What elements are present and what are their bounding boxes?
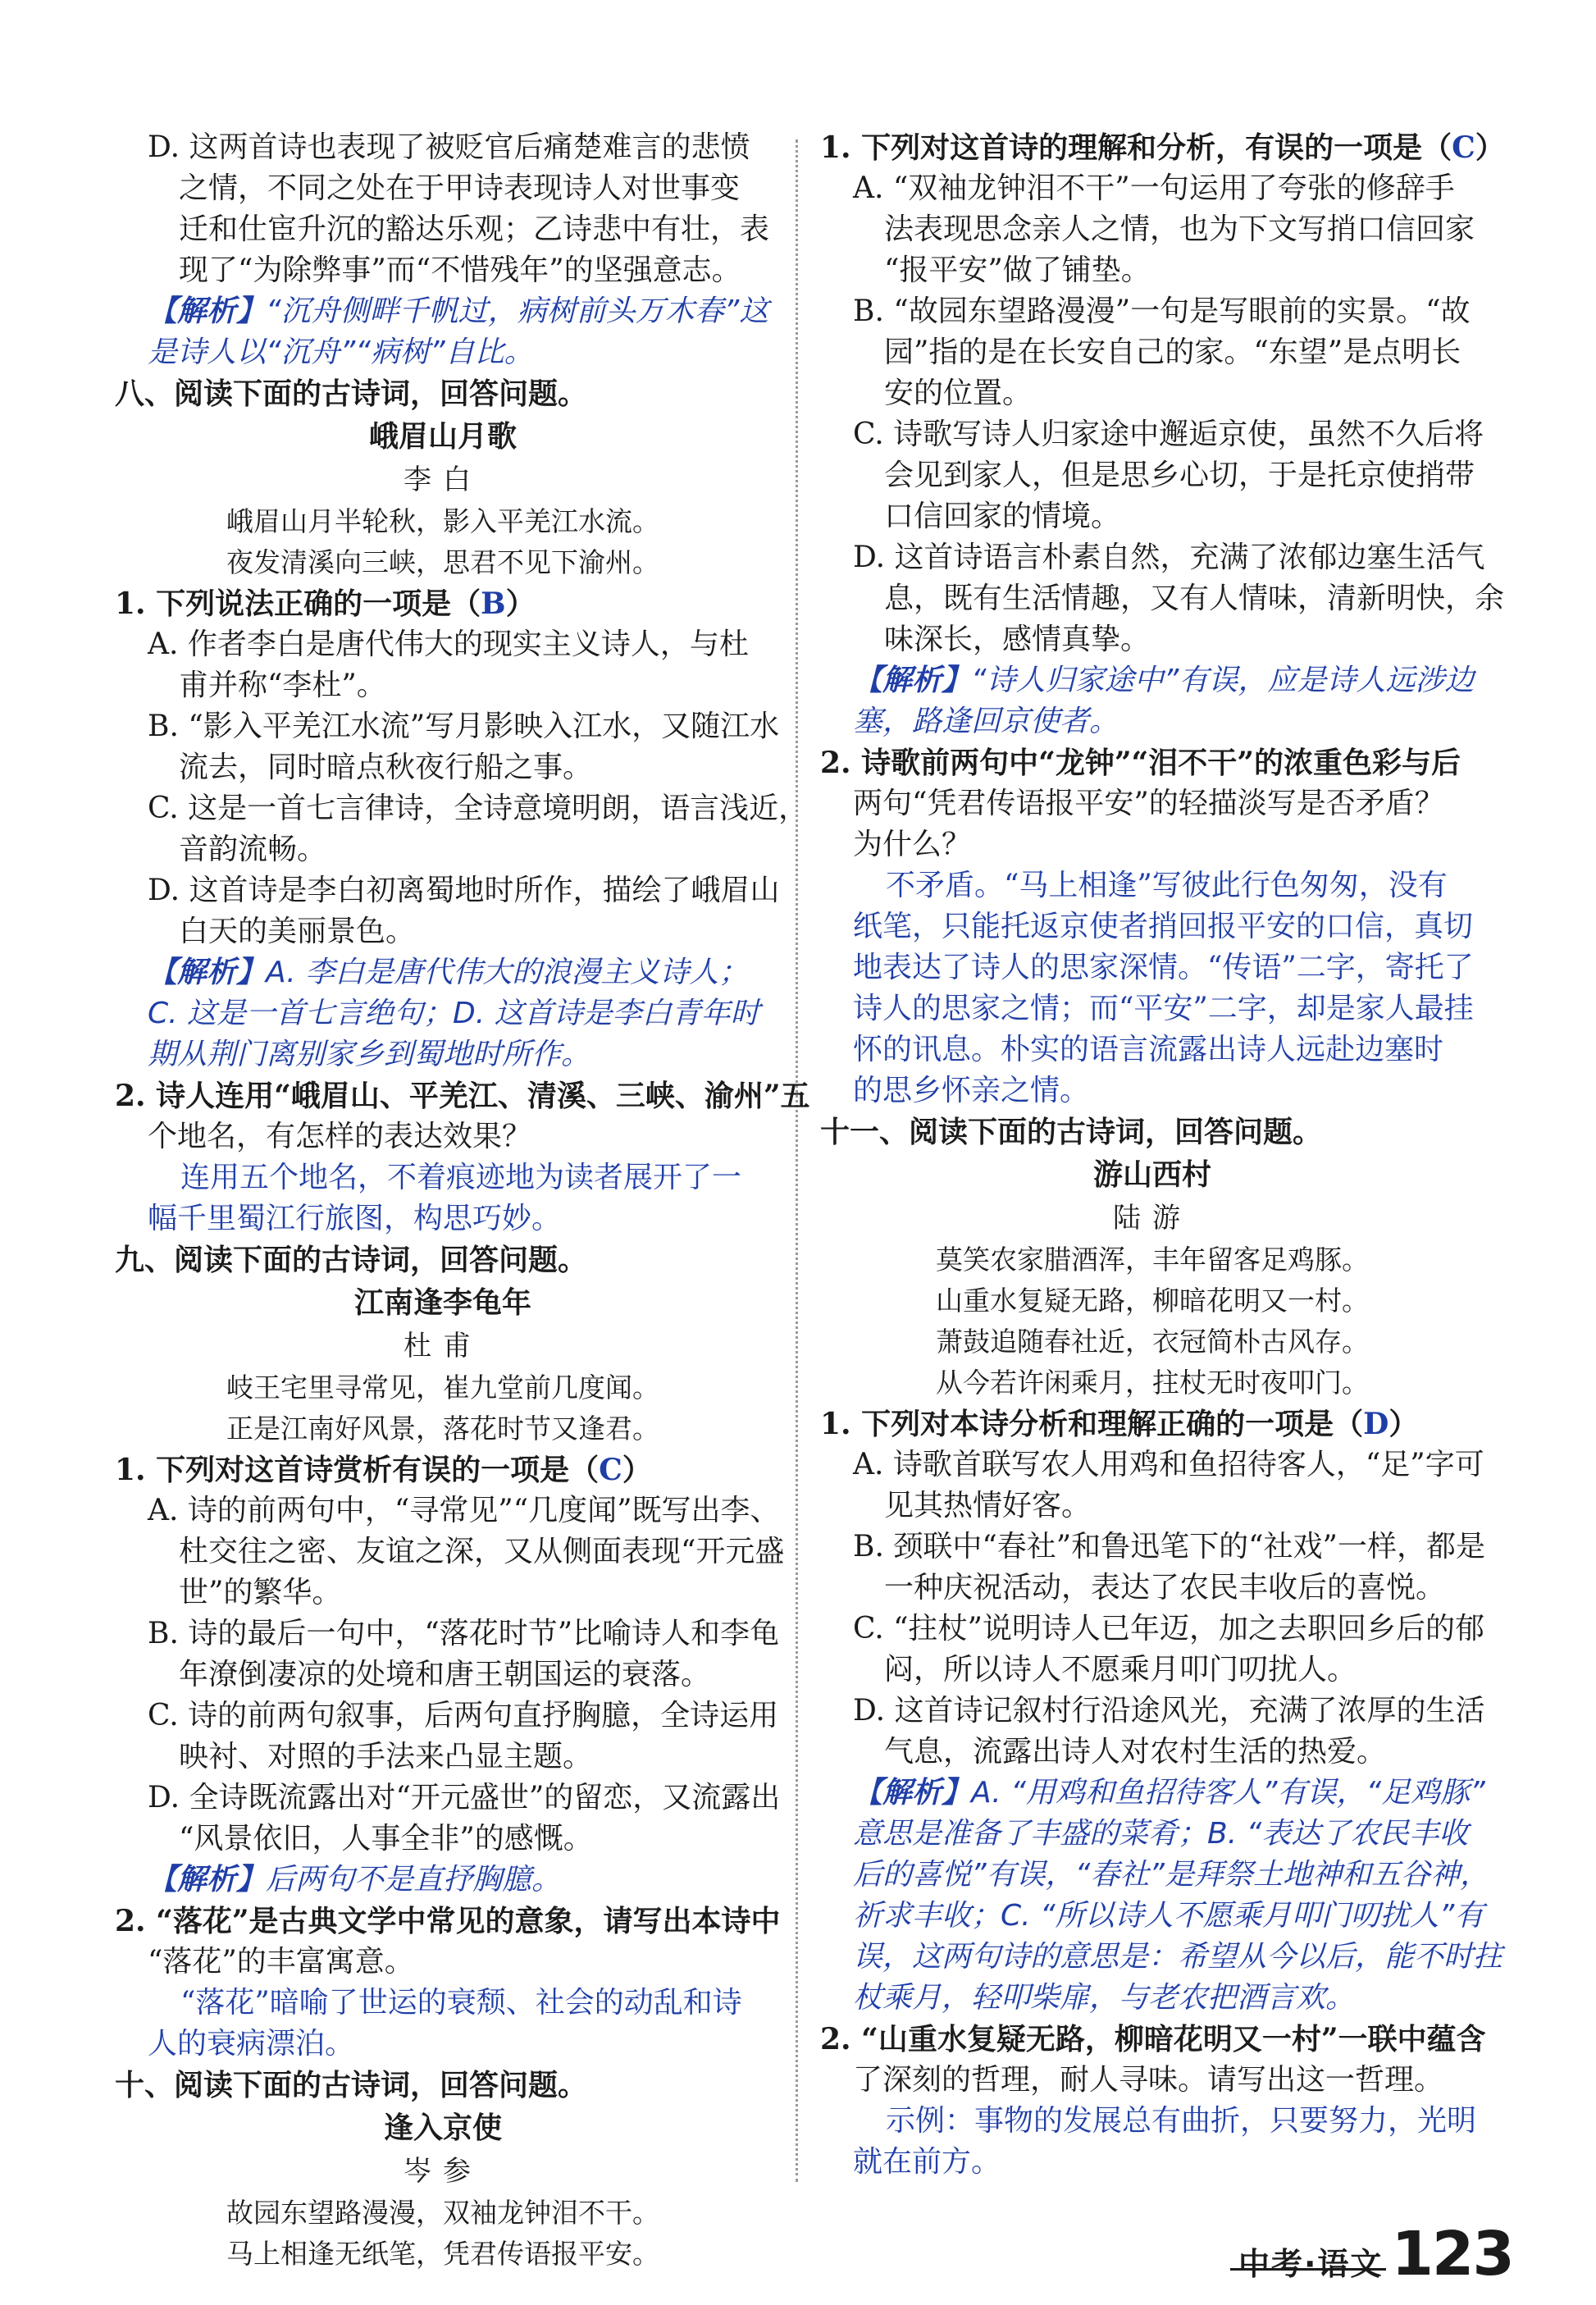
footer-rule xyxy=(1230,2268,1386,2271)
analysis-line: 误，这两句诗的意思是：希望从今以后，能不时拄 xyxy=(853,1940,1503,1974)
option-line: D. 全诗既流露出对“开元盛世”的留恋，又流露出 xyxy=(148,1781,781,1814)
option-line: 见其热情好客。 xyxy=(884,1489,1092,1522)
option-line: 一种庆祝活动，表达了农民丰收后的喜悦。 xyxy=(884,1571,1446,1604)
section-heading-9: 九、阅读下面的古诗词，回答问题。 xyxy=(115,1244,588,1277)
answer-choice: B xyxy=(481,587,506,621)
page-footer xyxy=(1238,2219,1513,2289)
answer-choice: D xyxy=(1363,1407,1389,1441)
question-10-2: 2. 诗歌前两句中“龙钟”“泪不干”的浓重色彩与后 xyxy=(820,746,1461,780)
answer-choice: C xyxy=(599,1453,622,1487)
option-line: D. 这两首诗也表现了被贬官后痛楚难言的悲愤 xyxy=(148,130,750,164)
answer-line: 就在前方。 xyxy=(853,2145,1001,2179)
option-line: 气息，流露出诗人对农村生活的热爱。 xyxy=(884,1735,1387,1769)
footer-label: 中考·语文 xyxy=(1238,2246,1384,2282)
poem-author: 陆游 xyxy=(1113,1202,1192,1235)
poem-verse: 莫笑农家腊酒浑，丰年留客足鸡豚。 xyxy=(936,1244,1369,1276)
analysis-line: 塞，路逢回京使者。 xyxy=(853,705,1119,738)
poem-verse: 岐王宅里寻常见，崔九堂前几度闻。 xyxy=(226,1372,659,1404)
poem-title: 峨眉山月歌 xyxy=(368,420,517,454)
analysis-tag: 【解析】 xyxy=(853,1776,972,1810)
option-line: D. 这首诗记叙村行沿途风光，充满了浓厚的生活 xyxy=(853,1694,1485,1728)
analysis-tag: 【解析】 xyxy=(148,1863,267,1896)
analysis-line: 杖乘月，轻叩柴扉，与老农把酒言欢。 xyxy=(853,1981,1356,2015)
answer-line: 人的衰病漂泊。 xyxy=(148,2027,355,2061)
poem-verse: 夜发清溪向三峡，思君不见下渝州。 xyxy=(226,546,659,578)
answer-line: 不矛盾。“马上相逢”写彼此行色匆匆，没有 xyxy=(886,869,1448,902)
poem-author: 岑参 xyxy=(404,2155,482,2188)
option-line: 音韵流畅。 xyxy=(179,833,327,866)
option-line: 口信回家的情境。 xyxy=(884,500,1121,533)
option-line: C. “拄杖”说明诗人已年迈，加之去职回乡后的郁 xyxy=(853,1612,1484,1645)
option-line: A. 诗的前两句中，“寻常见”“几度闻”既写出李、 xyxy=(148,1494,780,1527)
poem-verse: 马上相逢无纸笔，凭君传语报平安。 xyxy=(226,2238,659,2270)
option-line: A. 作者李白是唐代伟大的现实主义诗人，与杜 xyxy=(148,628,749,661)
analysis-line: 是诗人以“沉舟”“病树”自比。 xyxy=(148,335,534,369)
option-line: 年潦倒凄凉的处境和唐王朝国运的衰落。 xyxy=(179,1658,711,1691)
analysis-line: 【解析】A. 李白是唐代伟大的浪漫主义诗人； xyxy=(148,956,749,989)
option-line: D. 这首诗是李白初离蜀地时所作，描绘了峨眉山 xyxy=(148,874,780,907)
option-line: 甫并称“李杜”。 xyxy=(179,669,386,702)
question-line: 为什么？ xyxy=(853,828,972,861)
answer-line: “落花”暗喻了世运的衰颓、社会的动乱和诗 xyxy=(180,1986,742,2020)
question-line: “落花”的丰富寓意。 xyxy=(148,1945,414,1979)
analysis-line: C. 这是一首七言绝句；D. 这首诗是李白青年时 xyxy=(148,997,760,1030)
question-9-2: 2. “落花”是古典文学中常见的意象，请写出本诗中 xyxy=(115,1904,781,1938)
question-line: 了深刻的哲理，耐人寻味。请写出这一哲理。 xyxy=(853,2063,1444,2097)
option-line: “报平安”做了铺垫。 xyxy=(884,253,1151,287)
page-number: 123 xyxy=(1391,2219,1513,2289)
option-line: 法表现思念亲人之情，也为下文写捎口信回家 xyxy=(884,212,1475,246)
analysis-line: 后的喜悦”有误，“春社”是拜祭土地神和五谷神， xyxy=(853,1858,1489,1892)
analysis-tag: 【解析】 xyxy=(148,956,267,989)
option-line: 安的位置。 xyxy=(884,377,1033,410)
option-line: B. 诗的最后一句中，“落花时节”比喻诗人和李龟 xyxy=(148,1617,780,1650)
question-11-1: 1. 下列对本诗分析和理解正确的一项是（D） xyxy=(820,1407,1419,1441)
option-line: 迁和仕宦升沉的豁达乐观；乙诗悲中有壮，表 xyxy=(179,212,770,246)
option-line: C. 这是一首七言律诗，全诗意境明朗，语言浅近， xyxy=(148,792,809,825)
question-line: 两句“凭君传语报平安”的轻描淡写是否矛盾？ xyxy=(853,787,1444,820)
answer-line: 纸笔，只能托返京使者捎回报平安的口信，真切 xyxy=(853,910,1474,943)
poem-verse: 从今若许闲乘月，拄杖无时夜叩门。 xyxy=(936,1367,1369,1399)
question-8-2: 2. 诗人连用“峨眉山、平羌江、清溪、三峡、渝州”五 xyxy=(115,1079,810,1113)
analysis-line: 期从荆门离别家乡到蜀地时所作。 xyxy=(148,1038,591,1071)
answer-line: 诗人的思家之情；而“平安”二字，却是家人最挂 xyxy=(853,992,1474,1025)
answer-choice: C xyxy=(1452,130,1475,165)
option-line: 之情，不同之处在于甲诗表现诗人对世事变 xyxy=(179,171,741,205)
analysis-line: 祈求丰收；C. “所以诗人不愿乘月叩门叨扰人”有 xyxy=(853,1899,1484,1933)
answer-line: 怀的讯息。朴实的语言流露出诗人远赴边塞时 xyxy=(853,1033,1444,1066)
poem-verse: 正是江南好风景，落花时节又逢君。 xyxy=(226,1413,659,1445)
question-11-2: 2. “山重水复疑无路，柳暗花明又一村”一联中蕴含 xyxy=(820,2022,1486,2056)
option-line: 息，既有生活情趣，又有人情味，清新明快，余 xyxy=(884,582,1505,615)
analysis-tag: 【解析】 xyxy=(148,294,267,328)
section-heading-10: 十、阅读下面的古诗词，回答问题。 xyxy=(115,2069,588,2102)
analysis-line: 【解析】“诗人归家途中”有误，应是诗人远涉边 xyxy=(853,664,1475,697)
option-line: 白天的美丽景色。 xyxy=(179,915,416,948)
poem-title: 逢入京使 xyxy=(383,2111,502,2145)
poem-title: 江南逢李龟年 xyxy=(353,1286,531,1320)
analysis-line: 【解析】后两句不是直抒胸臆。 xyxy=(148,1863,562,1896)
answer-line: 地表达了诗人的思家深情。“传语”二字，寄托了 xyxy=(853,951,1474,984)
analysis-line: 【解析】A. “用鸡和鱼招待客人”有误，“足鸡豚” xyxy=(853,1776,1485,1810)
question-10-1: 1. 下列对这首诗的理解和分析，有误的一项是（C） xyxy=(820,130,1505,165)
poem-title: 游山西村 xyxy=(1092,1158,1211,1192)
poem-author: 李白 xyxy=(404,463,482,496)
left-column xyxy=(115,127,810,2275)
option-line: B. “影入平羌江水流”写月影映入江水，又随江水 xyxy=(148,710,780,743)
right-column xyxy=(820,127,1505,2183)
option-line: 味深长，感情真挚。 xyxy=(884,623,1151,656)
option-line: 闷，所以诗人不愿乘月叩门叨扰人。 xyxy=(884,1653,1357,1687)
option-line: C. 诗的前两句叙事，后两句直抒胸臆，全诗运用 xyxy=(148,1699,779,1732)
option-line: B. 颈联中“春社”和鲁迅笔下的“社戏”一样，都是 xyxy=(853,1530,1485,1563)
poem-verse: 峨眉山月半轮秋，影入平羌江水流。 xyxy=(226,505,659,537)
option-line: 会见到家人，但是思乡心切，于是托京使捎带 xyxy=(884,459,1475,492)
option-line: 现了“为除弊事”而“不惜残年”的坚强意志。 xyxy=(179,253,741,287)
analysis-tag: 【解析】 xyxy=(853,664,972,697)
poem-verse: 故园东望路漫漫，双袖龙钟泪不干。 xyxy=(226,2197,659,2229)
answer-line: 连用五个地名，不着痕迹地为读者展开了一 xyxy=(180,1161,742,1194)
section-heading-8: 八、阅读下面的古诗词，回答问题。 xyxy=(115,377,588,411)
poem-verse: 山重水复疑无路，柳暗花明又一村。 xyxy=(936,1285,1369,1317)
poem-author: 杜甫 xyxy=(404,1330,482,1362)
question-8-1: 1. 下列说法正确的一项是（B） xyxy=(115,587,536,621)
option-line: B. “故园东望路漫漫”一句是写眼前的实景。“故 xyxy=(853,294,1471,328)
answer-line: 示例：事物的发展总有曲折，只要努力，光明 xyxy=(886,2104,1477,2138)
column-divider xyxy=(796,139,798,2182)
option-line: 园”指的是在长安自己的家。“东望”是点明长 xyxy=(884,335,1461,369)
option-line: “风景依旧，人事全非”的感慨。 xyxy=(179,1822,593,1855)
answer-line: 的思乡怀亲之情。 xyxy=(853,1074,1090,1107)
poem-verse: 萧鼓追随春社近，衣冠简朴古风存。 xyxy=(936,1326,1369,1358)
option-line: A. 诗歌首联写农人用鸡和鱼招待客人，“足”字可 xyxy=(853,1448,1484,1481)
option-line: D. 这首诗语言朴素自然，充满了浓郁边塞生活气 xyxy=(853,541,1485,574)
option-line: 杜交往之密、友谊之深，又从侧面表现“开元盛 xyxy=(179,1535,785,1568)
question-9-1: 1. 下列对这首诗赏析有误的一项是（C） xyxy=(115,1453,652,1487)
analysis-line: 【解析】“沉舟侧畔千帆过，病树前头万木春”这 xyxy=(148,294,769,328)
option-line: 世”的繁华。 xyxy=(179,1576,342,1609)
option-line: 映衬、对照的手法来凸显主题。 xyxy=(179,1740,593,1773)
option-line: A. “双袖龙钟泪不干”一句运用了夸张的修辞手 xyxy=(853,171,1455,205)
section-heading-11: 十一、阅读下面的古诗词，回答问题。 xyxy=(820,1116,1323,1149)
analysis-line: 意思是准备了丰盛的菜肴；B. “表达了农民丰收 xyxy=(853,1817,1469,1851)
option-line: C. 诗歌写诗人归家途中邂逅京使，虽然不久后将 xyxy=(853,418,1484,451)
option-line: 流去，同时暗点秋夜行船之事。 xyxy=(179,751,593,784)
answer-line: 幅千里蜀江行旅图，构思巧妙。 xyxy=(148,1202,562,1235)
question-line: 个地名，有怎样的表达效果？ xyxy=(148,1120,532,1153)
